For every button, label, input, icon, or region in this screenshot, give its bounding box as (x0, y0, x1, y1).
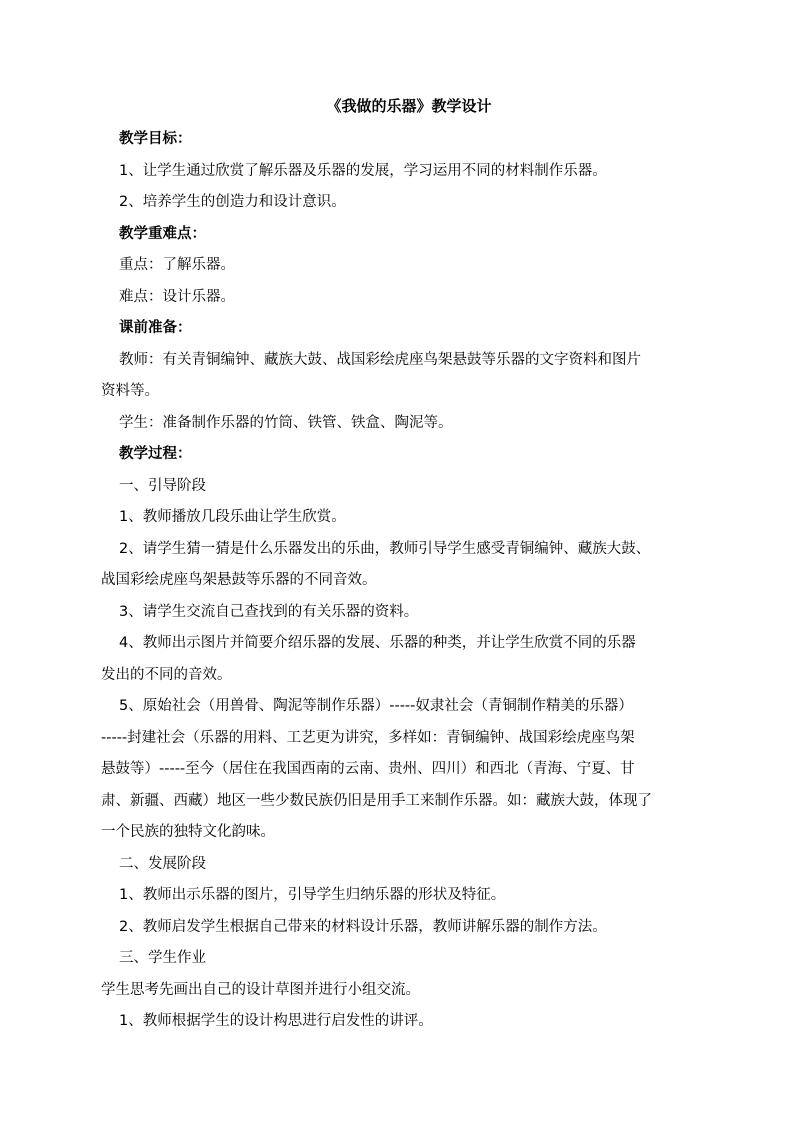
paragraph-line: 教师：有关青铜编钟、藏族大鼓、战国彩绘虎座鸟架悬鼓等乐器的文字资料和图片 (119, 351, 641, 368)
document-title: 《我做的乐器》教学设计 (326, 97, 492, 115)
section-heading-objectives: 教学目标： (119, 131, 192, 147)
paragraph: 难点：设计乐器。 (119, 288, 235, 305)
paragraph: 1、教师出示乐器的图片，引导学生归纳乐器的形状及特征。 (119, 887, 506, 903)
paragraph: 学生思考先画出自己的设计草图并进行小组交流。 (101, 981, 420, 998)
paragraph: 二、发展阶段 (119, 855, 206, 872)
paragraph: 学生：准备制作乐器的竹筒、铁管、铁盒、陶泥等。 (119, 414, 453, 431)
section-heading-preparation: 课前准备： (119, 320, 192, 336)
paragraph-line: 发出的不同的音效。 (101, 666, 232, 683)
paragraph-line: 战国彩绘虎座鸟架悬鼓等乐器的不同音效。 (101, 572, 377, 588)
paragraph-line: 一个民族的独特文化韵味。 (101, 824, 275, 840)
paragraph: 一、引导阶段 (119, 477, 206, 494)
paragraph: 1、让学生通过欣赏了解乐器及乐器的发展，学习运用不同的材料制作乐器。 (119, 162, 607, 179)
paragraph: 3、请学生交流自己查找到的有关乐器的资料。 (119, 603, 419, 620)
paragraph: 2、培养学生的创造力和设计意识。 (119, 194, 346, 210)
paragraph: 1、教师播放几段乐曲让学生欣赏。 (119, 509, 346, 525)
paragraph-line: 悬鼓等）-----至今（居住在我国西南的云南、贵州、四川）和西北（青海、宁夏、甘 (101, 761, 635, 777)
section-heading-process: 教学过程： (119, 446, 192, 462)
paragraph-line: 肃、新疆、西藏）地区一些少数民族仍旧是用手工来制作乐器。如：藏族大鼓，体现了 (101, 792, 652, 809)
paragraph: 重点：了解乐器。 (119, 257, 235, 273)
paragraph-line: 2、请学生猜一猜是什么乐器发出的乐曲，教师引导学生感受青铜编钟、藏族大鼓、 (119, 540, 651, 557)
paragraph-line: 资料等。 (101, 383, 159, 399)
paragraph: 2、教师启发学生根据自己带来的材料设计乐器，教师讲解乐器的制作方法。 (119, 918, 607, 935)
paragraph: 1、教师根据学生的设计构思进行启发性的讲评。 (119, 1013, 433, 1029)
paragraph-line: 4、教师出示图片并简要介绍乐器的发展、乐器的种类，并让学生欣赏不同的乐器 (119, 635, 636, 651)
paragraph-line: 5、原始社会（用兽骨、陶泥等制作乐器）-----奴隶社会（青铜制作精美的乐器） (119, 698, 633, 714)
document-body (101, 96, 699, 1038)
paragraph: 三、学生作业 (119, 950, 206, 966)
paragraph-line: -----封建社会（乐器的用料、工艺更为讲究，多样如：青铜编钟、战国彩绘虎座鸟架 (101, 729, 635, 746)
section-heading-key-points: 教学重难点： (119, 225, 206, 242)
